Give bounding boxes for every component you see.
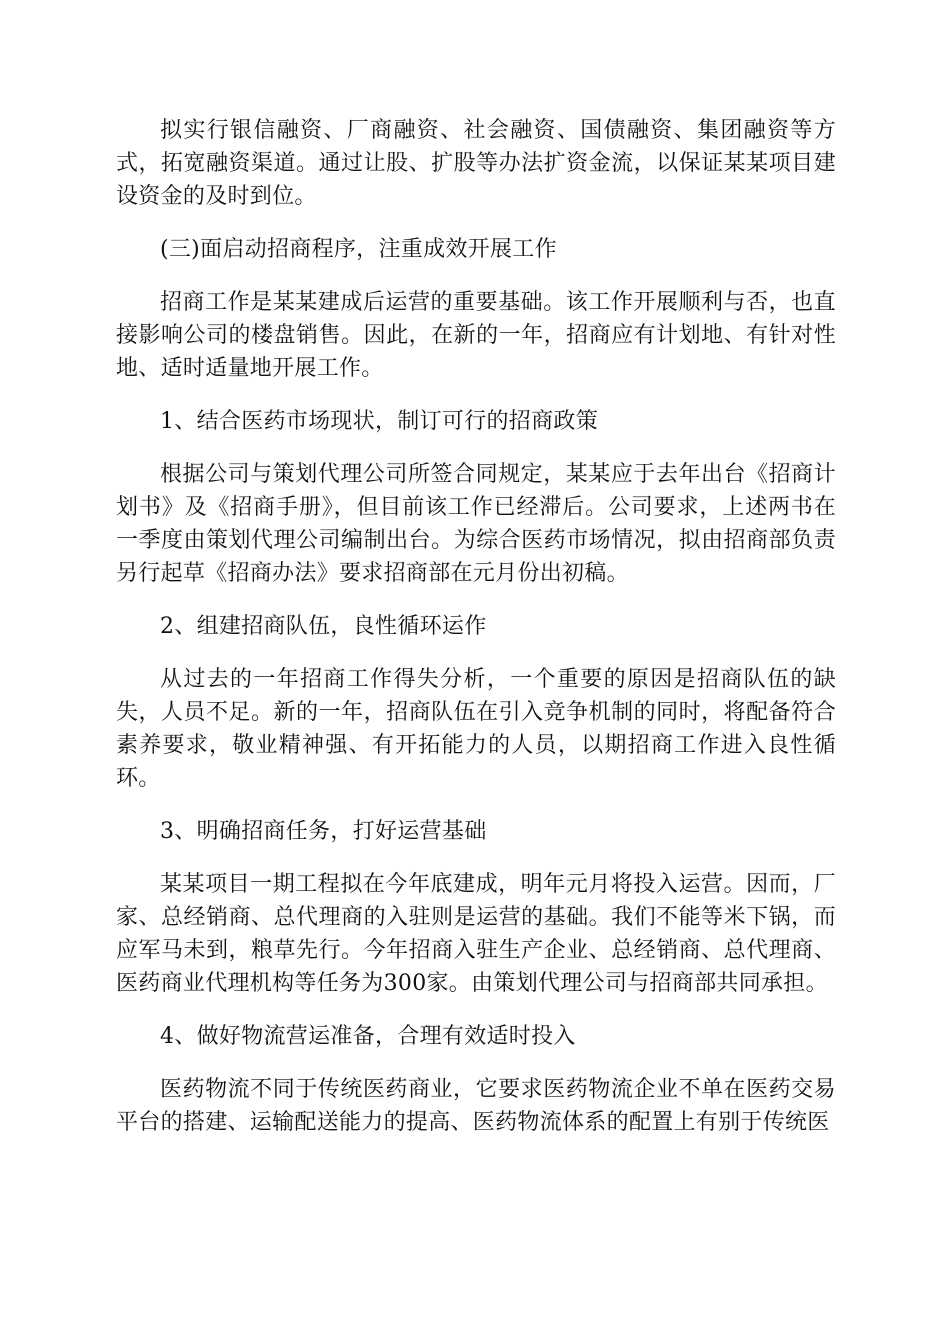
body-paragraph-logistics: 医药物流不同于传统医药商业，它要求医药物流企业不单在医药交易平台的搭建、运输配送能力的提高、医药物流体系的配置上有别于传统医	[116, 1077, 836, 1135]
body-paragraph-policy: 根据公司与策划代理公司所签合同规定，某某应于去年出台《招商计划书》及《招商手册》，但目前该工作已经滞后。公司要求，上述两书在一季度由策划代理公司编制出台。为综合医药市场情况，拟由招商部负责另行起草《招商办法》要求招商部在元月份出初稿。	[116, 462, 836, 586]
body-paragraph-investment-basis: 招商工作是某某建成后运营的重要基础。该工作开展顺利与否，也直接影响公司的楼盘销售。因此，在新的一年，招商应有计划地、有针对性地、适时适量地开展工作。	[116, 290, 836, 381]
subheading-policy: 1、结合医药市场现状，制订可行的招商政策	[160, 409, 598, 434]
subheading-team: 2、组建招商队伍，良性循环运作	[160, 614, 487, 639]
section-heading-investment-attraction: (三)面启动招商程序，注重成效开展工作	[160, 237, 557, 262]
subheading-logistics: 4、做好物流营运准备，合理有效适时投入	[160, 1024, 576, 1049]
body-paragraph-financing: 拟实行银信融资、厂商融资、社会融资、国债融资、集团融资等方式，拓宽融资渠道。通过让股、扩股等办法扩资金流，以保证某某项目建设资金的及时到位。	[116, 118, 836, 209]
body-paragraph-team: 从过去的一年招商工作得失分析，一个重要的原因是招商队伍的缺失，人员不足。新的一年，招商队伍在引入竞争机制的同时，将配备符合素养要求，敬业精神强、有开拓能力的人员，以期招商工作进入良性循环。	[116, 667, 836, 791]
subheading-tasks: 3、明确招商任务，打好运营基础	[160, 819, 487, 844]
document-body	[116, 114, 836, 1139]
body-paragraph-tasks: 某某项目一期工程拟在今年底建成，明年元月将投入运营。因而，厂家、总经销商、总代理商的入驻则是运营的基础。我们不能等米下锅，而应军马未到，粮草先行。今年招商入驻生产企业、总经销商、总代理商、医药商业代理机构等任务为300家。由策划代理公司与招商部共同承担。	[116, 872, 836, 996]
